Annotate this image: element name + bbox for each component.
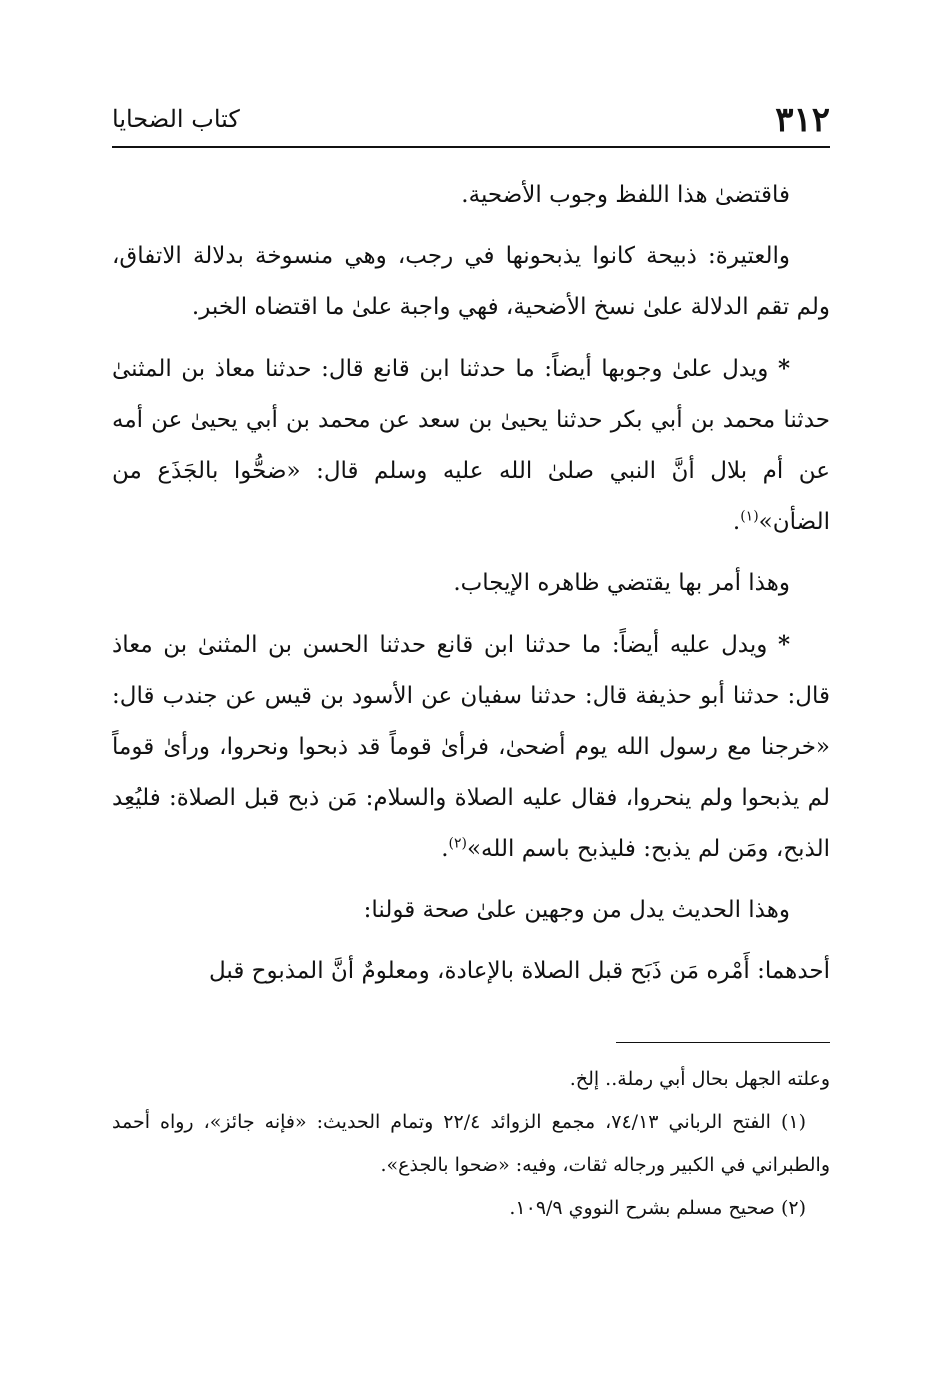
running-title: كتاب الضحايا xyxy=(112,105,240,133)
paragraph-2: والعتيرة: ذبيحة كانوا يذبحونها في رجب، وهي منسوخة بدلالة الاتفاق، ولم تقم الدلالة علىٰ نسخ الأضحية، فهي واجبة علىٰ ما اقتضاه الخبر. xyxy=(112,243,830,320)
footnote-ref-1: (١) xyxy=(740,508,759,525)
footnote-rule xyxy=(616,1042,830,1043)
paragraph-3-end: . xyxy=(732,509,741,535)
paragraph-4: وهذا أمر بها يقتضي ظاهره الإيجاب. xyxy=(453,570,790,596)
paragraph-1: فاقتضىٰ هذا اللفظ وجوب الأضحية. xyxy=(461,182,790,208)
paragraph-5 xyxy=(112,619,830,875)
page-number: ٣١٢ xyxy=(775,100,830,140)
paragraph-6: وهذا الحديث يدل من وجهين علىٰ صحة قولنا: xyxy=(363,897,790,923)
paragraph-3-text: ويدل علىٰ وجوبها أيضاً: ما حدثنا ابن قانع قال: حدثنا معاذ بن المثنىٰ حدثنا محمد بن أبي بكر حدثنا يحيىٰ بن سعد عن محمد بن أبي يحيىٰ عن أمه عن أم بلال أنَّ النبي صلىٰ الله عليه وسلم قال: «ضحُّوا بالجَذَع من الضأن» xyxy=(112,356,830,535)
paragraph-3 xyxy=(112,343,830,548)
star-marker: * xyxy=(777,355,790,382)
footnote-1: (١) الفتح الرباني ٧٤/١٣، مجمع الزوائد ٢٢/٤ وتمام الحديث: «فإنه جائز»، رواه أحمد والطبراني في الكبير ورجاله ثقات، وفيه: «ضحوا بالجذع». xyxy=(112,1111,830,1176)
paragraph-5-text: ويدل عليه أيضاً: ما حدثنا ابن قانع حدثنا الحسن بن المثنىٰ بن معاذ قال: حدثنا أبو حذيفة قال: حدثنا سفيان عن الأسود بن قيس عن جندب قال: «خرجنا مع رسول الله يوم أضحىٰ، فرأىٰ قوماً قد ذبحوا ونحروا، ورأىٰ قوماً لم يذبحوا ولم ينحروا، فقال عليه الصلاة والسلام: مَن ذبح قبل الصلاة: فليُعِد الذبح، ومَن لم يذبح: فليذبح باسم الله» xyxy=(112,632,830,862)
footnote-continuation: وعلته الجهل بحال أبي رملة.. إلخ. xyxy=(569,1068,830,1090)
paragraph-7: أحدهما: أَمْره مَن ذَبَح قبل الصلاة بالإعادة، ومعلومٌ أنَّ المذبوح قبل xyxy=(209,958,830,984)
main-text xyxy=(112,170,830,1007)
footnote-2: (٢) صحيح مسلم بشرح النووي ١٠٩/٩. xyxy=(509,1197,806,1219)
footnotes xyxy=(112,1058,830,1230)
header-rule xyxy=(112,146,830,148)
footnote-ref-2: (٢) xyxy=(448,835,467,852)
paragraph-5-end: . xyxy=(441,836,449,862)
page-header xyxy=(112,92,830,144)
star-marker: * xyxy=(777,631,790,658)
